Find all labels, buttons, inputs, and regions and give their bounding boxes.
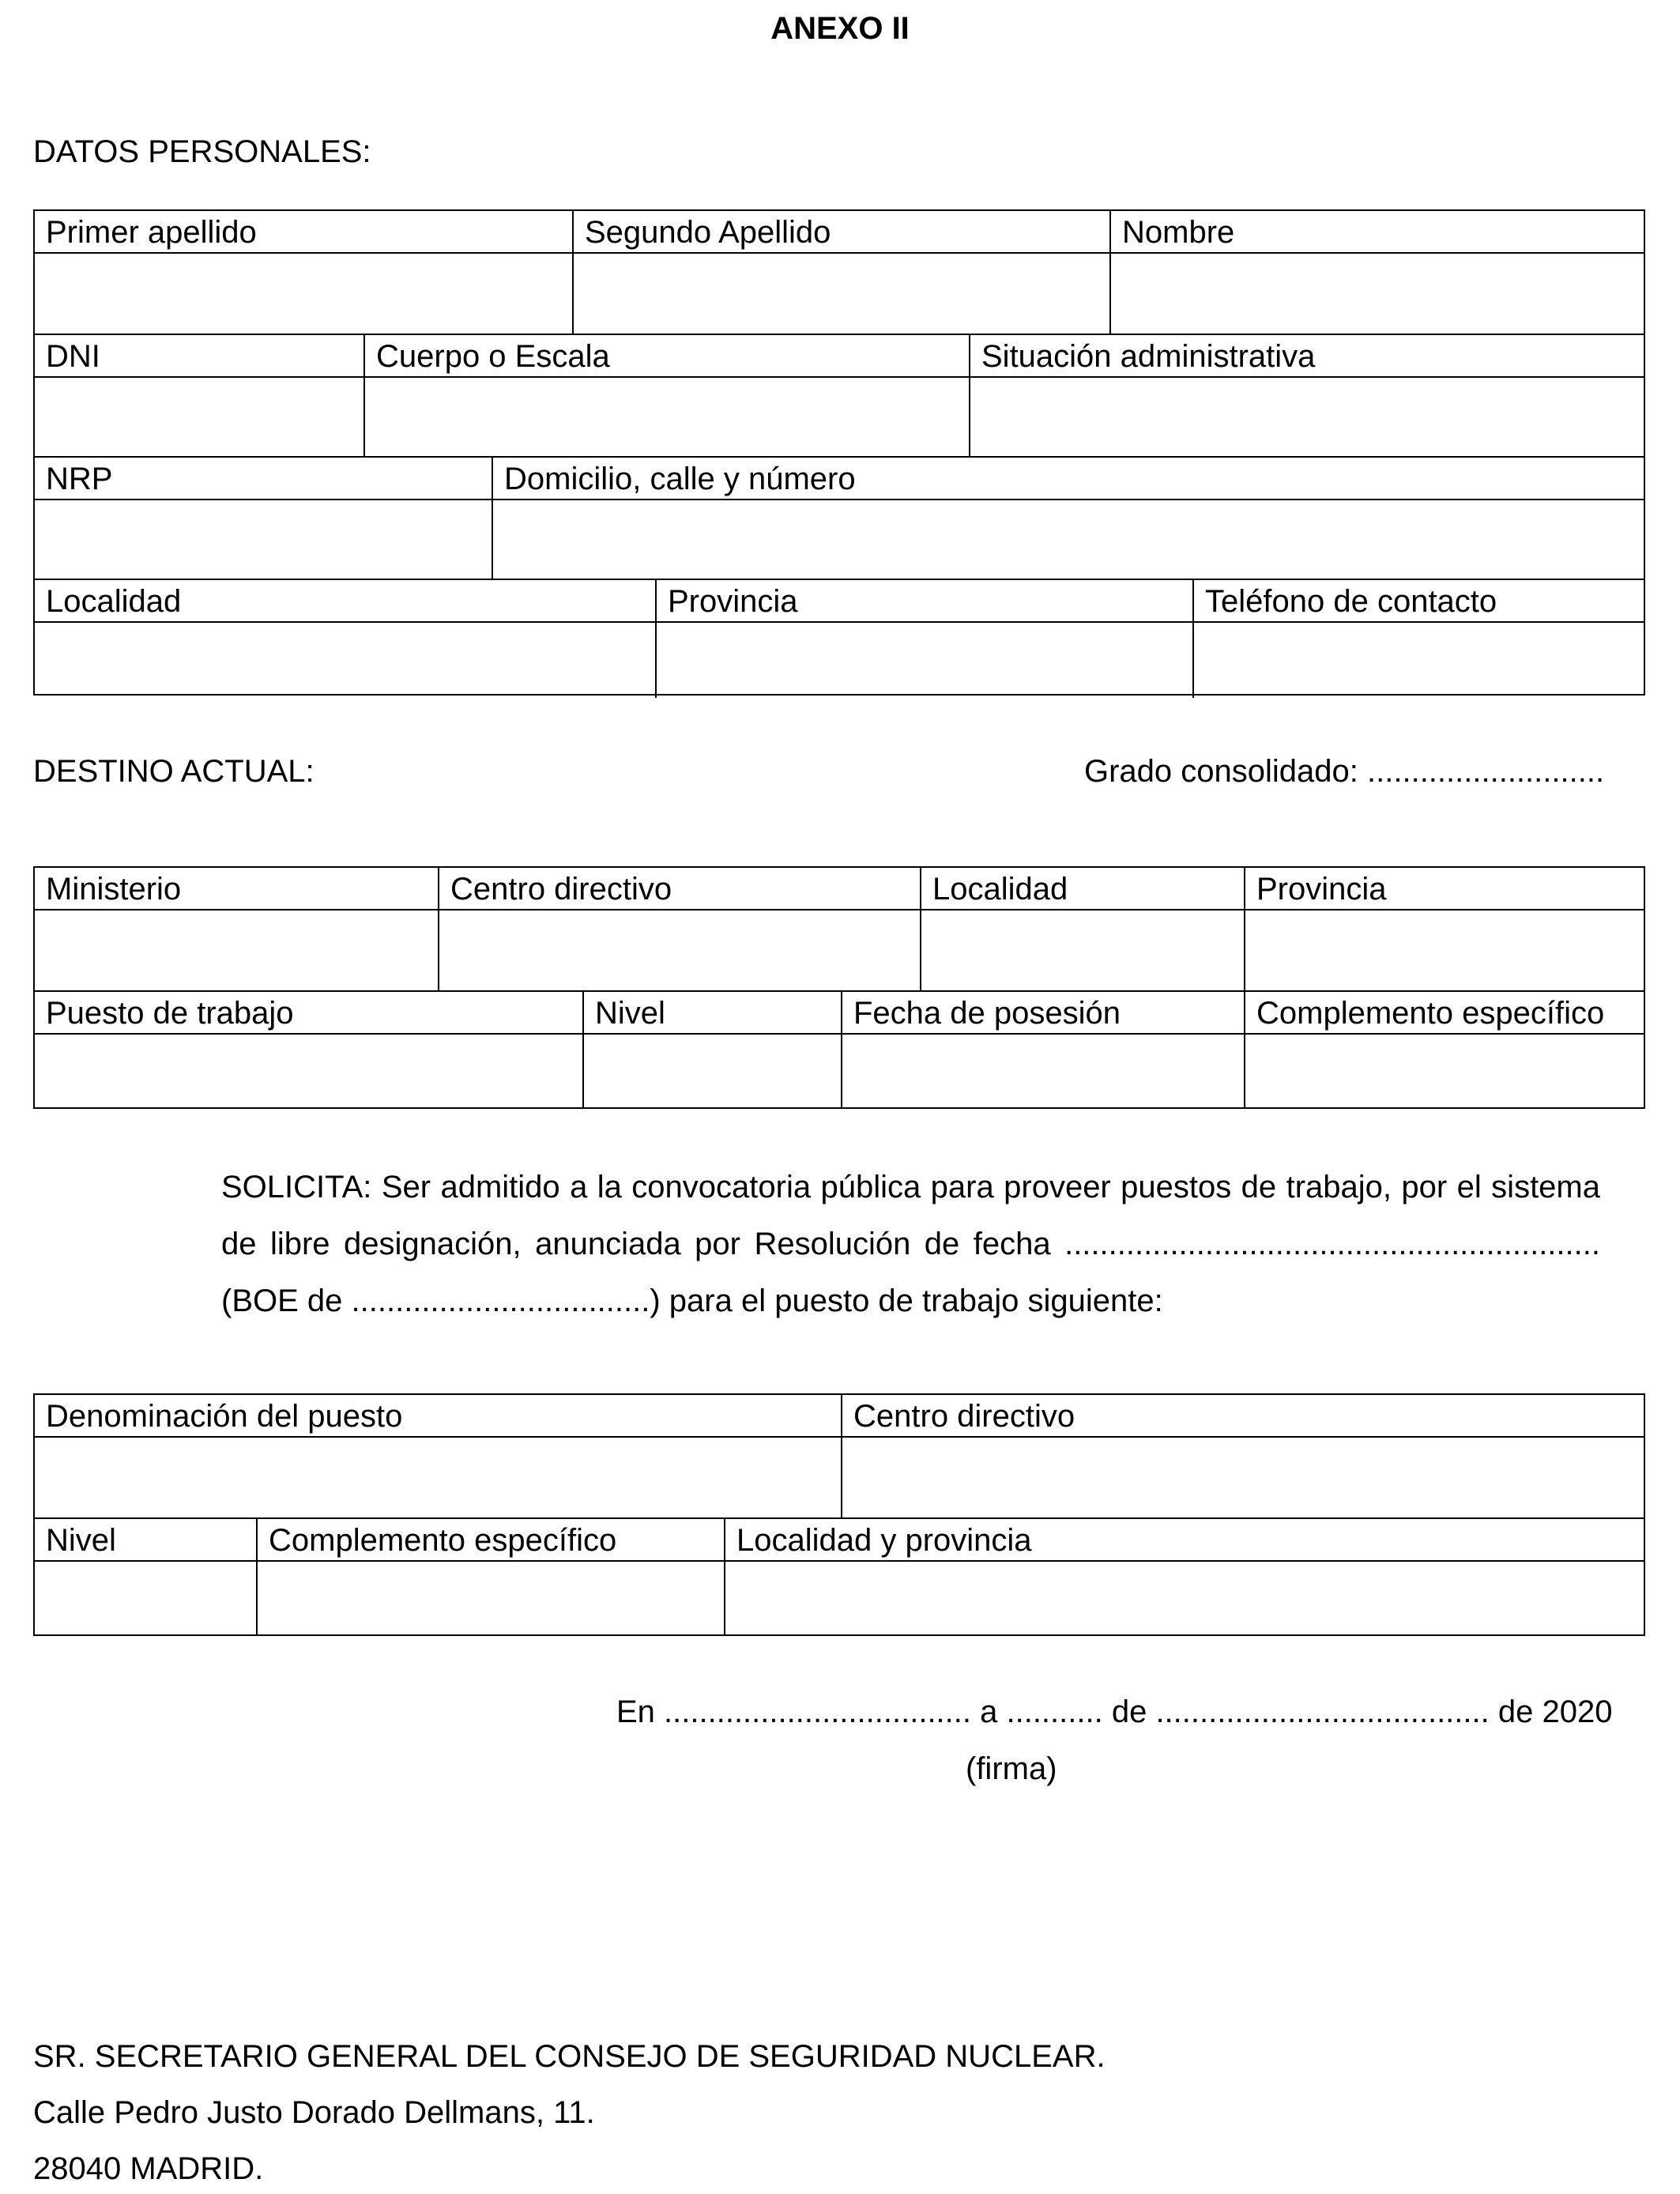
table-row: [35, 1517, 1644, 1636]
nivel-puesto-input[interactable]: [35, 1562, 256, 1636]
table-row: [35, 868, 1644, 990]
field-telefono: [1192, 580, 1644, 698]
field-centro-directivo-puesto: [841, 1395, 1644, 1517]
document-title: ANEXO II: [770, 11, 910, 46]
nivel-input[interactable]: [584, 1035, 841, 1109]
recipient-title: SR. SECRETARIO GENERAL DEL CONSEJO DE SEGURIDAD NUCLEAR.: [33, 2039, 1106, 2074]
field-label: Segundo Apellido: [574, 211, 1109, 254]
field-label: DNI: [35, 335, 363, 378]
destino-table: [33, 866, 1645, 1109]
field-label: Primer apellido: [35, 211, 572, 254]
field-nivel-puesto: [35, 1519, 256, 1636]
field-centro-directivo: [438, 868, 920, 990]
provincia-input[interactable]: [657, 623, 1192, 698]
complemento-especifico-input[interactable]: [1245, 1035, 1644, 1109]
provincia-destino-input[interactable]: [1245, 910, 1644, 990]
field-label: Nombre: [1111, 211, 1644, 254]
solicita-line: (BOE de ..................................) para el puesto de trabajo siguiente:: [221, 1284, 1163, 1318]
ministerio-input[interactable]: [35, 910, 438, 990]
field-complemento-especifico: [1244, 992, 1644, 1109]
puesto-table: [33, 1393, 1645, 1636]
localidad-destino-input[interactable]: [921, 910, 1244, 990]
field-ministerio: [35, 868, 438, 990]
field-nombre: [1109, 211, 1644, 334]
complemento-puesto-input[interactable]: [258, 1562, 724, 1636]
field-label: Denominación del puesto: [35, 1395, 841, 1438]
field-domicilio: [492, 458, 1644, 579]
table-row: [35, 990, 1644, 1109]
table-row: [35, 456, 1644, 579]
field-localidad-destino: [920, 868, 1244, 990]
table-row: [35, 334, 1644, 456]
nrp-input[interactable]: [35, 500, 492, 579]
field-label: Nivel: [35, 1519, 256, 1562]
field-provincia: [655, 580, 1192, 698]
solicita-paragraph: [221, 1159, 1600, 1329]
puesto-trabajo-input[interactable]: [35, 1035, 582, 1109]
table-row: [35, 1395, 1644, 1517]
field-label: Cuerpo o Escala: [365, 335, 969, 378]
personal-data-table: [33, 209, 1645, 696]
fecha-posesion-input[interactable]: [842, 1035, 1244, 1109]
centro-directivo-input[interactable]: [439, 910, 920, 990]
field-label: Localidad y provincia: [725, 1519, 1644, 1562]
field-cuerpo-escala: [363, 335, 969, 456]
domicilio-input[interactable]: [493, 500, 1644, 579]
telefono-input[interactable]: [1194, 623, 1644, 698]
field-label: Teléfono de contacto: [1194, 580, 1644, 623]
signature-label: (firma): [966, 1751, 1057, 1786]
field-label: Situación administrativa: [970, 335, 1644, 378]
situacion-administrativa-input[interactable]: [970, 378, 1644, 456]
field-complemento-puesto: [256, 1519, 724, 1636]
field-fecha-posesion: [841, 992, 1244, 1109]
field-provincia-destino: [1244, 868, 1644, 990]
table-row: [35, 579, 1644, 698]
field-label: Provincia: [657, 580, 1192, 623]
segundo-apellido-input[interactable]: [574, 254, 1109, 334]
field-label: Localidad: [35, 580, 655, 623]
field-puesto-trabajo: [35, 992, 582, 1109]
solicita-line: de libre designación, anunciada por Resolución de fecha .............................................................: [221, 1227, 1600, 1261]
table-row: [35, 211, 1644, 334]
field-situacion-administrativa: [969, 335, 1644, 456]
field-label: Puesto de trabajo: [35, 992, 582, 1035]
localidad-provincia-input[interactable]: [725, 1562, 1644, 1636]
field-label: Centro directivo: [439, 868, 920, 910]
field-label: Domicilio, calle y número: [493, 458, 1644, 500]
field-localidad: [35, 580, 655, 698]
cuerpo-escala-input[interactable]: [365, 378, 969, 456]
nombre-input[interactable]: [1111, 254, 1644, 334]
dni-input[interactable]: [35, 378, 363, 456]
recipient-street: Calle Pedro Justo Dorado Dellmans, 11.: [33, 2095, 595, 2130]
grado-consolidado: Grado consolidado: ...........................: [1084, 754, 1605, 789]
date-line: En ................................... a ........... de ...................................... de 2020: [616, 1695, 1613, 1729]
field-nivel: [582, 992, 841, 1109]
recipient-city: 28040 MADRID.: [33, 2151, 264, 2186]
field-label: Provincia: [1245, 868, 1644, 910]
field-label: Ministerio: [35, 868, 438, 910]
centro-directivo-puesto-input[interactable]: [842, 1438, 1644, 1517]
field-localidad-provincia: [724, 1519, 1644, 1636]
field-label: Complemento específico: [258, 1519, 724, 1562]
denominacion-puesto-input[interactable]: [35, 1438, 841, 1517]
field-dni: [35, 335, 363, 456]
primer-apellido-input[interactable]: [35, 254, 572, 334]
field-denominacion-puesto: [35, 1395, 841, 1517]
field-label: Complemento específico: [1245, 992, 1644, 1035]
solicita-line: SOLICITA: Ser admitido a la convocatoria pública para proveer puestos de trabajo, por el sistema: [221, 1170, 1600, 1204]
field-segundo-apellido: [572, 211, 1109, 334]
localidad-input[interactable]: [35, 623, 655, 698]
field-label: Nivel: [584, 992, 841, 1035]
field-primer-apellido: [35, 211, 572, 334]
field-label: NRP: [35, 458, 492, 500]
field-nrp: [35, 458, 492, 579]
personal-data-heading: DATOS PERSONALES:: [33, 134, 371, 169]
field-label: Fecha de posesión: [842, 992, 1244, 1035]
field-label: Localidad: [921, 868, 1244, 910]
destino-heading: DESTINO ACTUAL:: [33, 754, 315, 789]
field-label: Centro directivo: [842, 1395, 1644, 1438]
